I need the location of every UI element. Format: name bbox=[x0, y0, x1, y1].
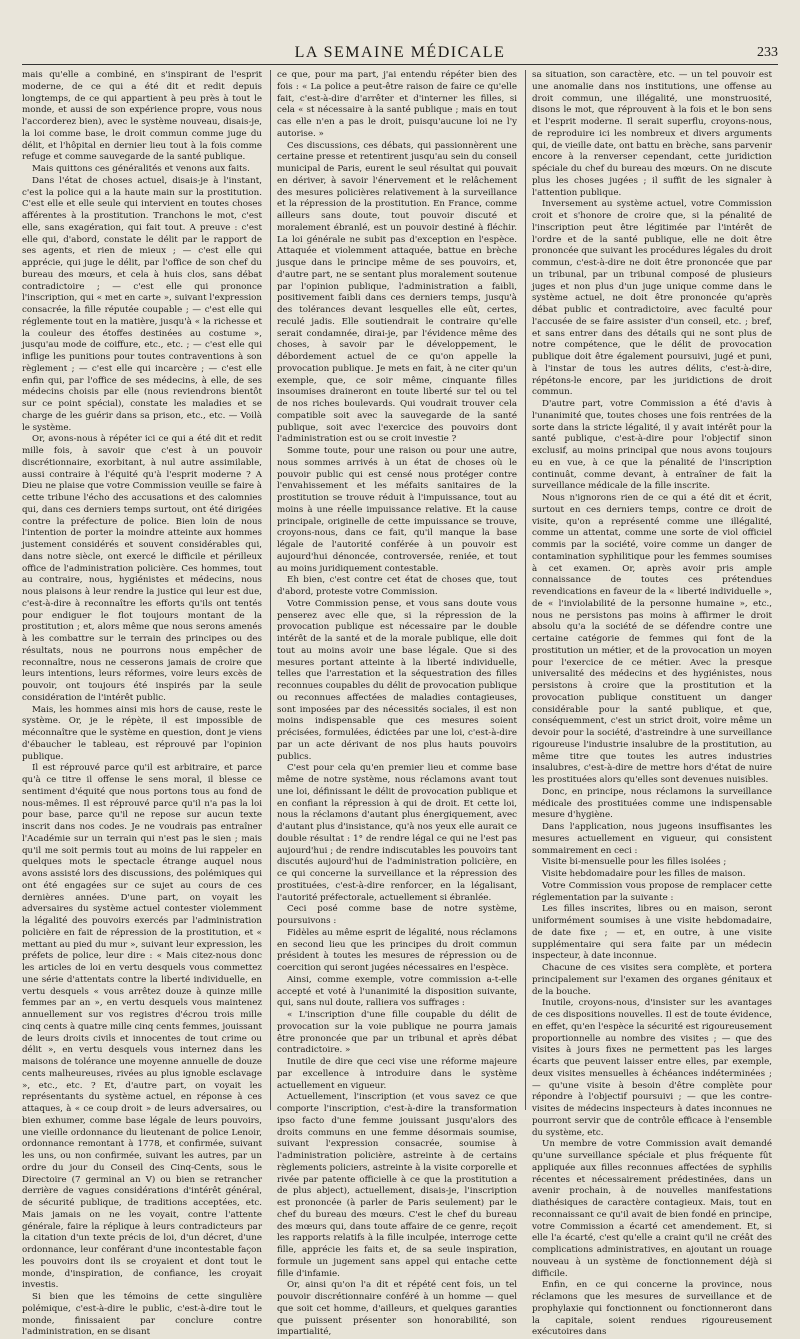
paragraph: Nous n'ignorons rien de ce qui a été dit et écrit, surtout en ces derniers temps, contre ce droit de visite, qu'on a représenté comme une illégalité, comme un attentat, comme une sorte de viol officiel commis par la société, voire comme un danger de contamination syphilitique pour les femmes soumises à cet examen. Or, après avoir pris ample connaissance de toutes ces prétendues revendications en faveur de la « liberté individuelle », de « l'inviolabilité de la personne humaine », etc., nous ne persistons pas moins à affirmer le droit absolu qu'a la société de se défendre contre une certaine catégorie de femmes qui font de la prostitution un métier, et de la provocation un moyen pour l'exercice de ce métier. Avec la presque universalité des médecins et des hygiénistes, nous persistons à croire que la prostitution et la provocation publique constituent un danger considérable pour la santé publique, et que, conséquemment, c'est un strict droit, voire même un devoir pour la société, d'astreindre à une surveillance rigoureuse l'industrie insalubre de la prostitution, au même titre que toutes les autres industries insalubres, c'est-à-dire de mettre hors d'état de nuire les prostituées alors qu'elles sont devenues nuisibles. bbox=[532, 493, 772, 785]
paragraph: Eh bien, c'est contre cet état de choses que, tout d'abord, proteste votre Commission. bbox=[277, 575, 517, 597]
paragraph: Les filles inscrites, libres ou en maison, seront uniformément soumises à une visite hebdomadaire, de date fixe ; — et, en outre, à une visite supplémentaire qui sera faite par un médecin inspecteur, à date inconnue. bbox=[532, 904, 772, 962]
paragraph: Inutile de dire que ceci vise une réforme majeure par excellence à introduire dans le système actuellement en vigueur. bbox=[277, 1057, 517, 1091]
paragraph: Inversement au système actuel, votre Commission croit et s'honore de croire que, si la pénalité de l'inscription peut être légitimée par l'intérêt de l'ordre et de la santé publique, elle ne doit être prononcée que suivant les procédures légales du droit commun, c'est-à-dire ne doit être prononcée que par un tribunal, par un tribunal composé de plusieurs juges et non plus d'un juge unique comme dans le système actuel, ne doit être prononcée qu'après débat public et contradictoire, avec faculté pour l'accusée de se faire assister d'un conseil, etc. ; bref, et sans entrer dans des détails qui ne sont plus de notre compétence, que le délit de provocation publique doit être également poursuivi, jugé et puni, à l'instar de tous les autres délits, c'est-à-dire, répétons-le encore, par les juridictions de droit commun. bbox=[532, 199, 772, 398]
paragraph: mais qu'elle a combiné, en s'inspirant de l'esprit moderne, de ce qui a été dit et redit depuis longtemps, de ce qui appartient à peu près à tout le monde, et aussi de son expérience propre, vous nous l'accorderez bien), avec le système nouveau, disais-je, la loi comme base, le droit commun comme juge du délit, et l'hôpital en dernier lieu tout à la fois comme refuge et comme sauvegarde de la santé publique. bbox=[22, 70, 262, 163]
paragraph: ce que, pour ma part, j'ai entendu répéter bien des fois : « La police a peut-être raison de faire ce qu'elle fait, c'est-à-dire d'arrêter et d'interner les filles, si cela « st nécessaire à la santé publique ; mais en tout cas elle n'en a pas le droit, puisqu'aucune loi ne l'y autorise. » bbox=[277, 70, 517, 139]
paragraph: Ainsi, comme exemple, votre commission a-t-elle accepté et voté à l'unanimité la disposition suivante, qui, sans nul doute, ralliera vos suffrages : bbox=[277, 974, 517, 1009]
paragraph: Visite bi-mensuelle pour les filles isolées ; bbox=[542, 857, 727, 868]
paragraph: Inutile, croyons-nous, d'insister sur les avantages de ces dispositions nouvelles. Il est de toute évidence, en effet, qu'en l'espèce la sécurité est rigoureusement proportionnelle au nombre des visites ; — que des visites à jours fixes ne permettent pas les larges écarts que peuvent laisser entre elles, par exemple, deux visites mensuelles à échéances indéterminées ; — qu'une visite à besoin d'être complète pour répondre à l'objectif poursuivi ; — que les contre-visites de médecins inspecteurs à dates inconnues ne pourront servir que de contrôle efficace à l'ensemble du système, etc. bbox=[532, 998, 772, 1138]
text-columns bbox=[22, 70, 778, 1338]
paragraph: Mais quittons ces généralités et venons aux faits. bbox=[32, 164, 250, 174]
paragraph: Il est réprouvé parce qu'il est arbitraire, et parce qu'à ce titre il offense le sens moral, il blesse ce sentiment d'équité que nous portons tous au fond de nous-mêmes. Il est réprouvé parce qu'il n'a pas la loi pour base, parce qu'il ne repose sur aucun texte inscrit dans nos codes. Je ne voudrais pas entraîner l'Académie sur un terrain qui n'est pas le sien ; mais qu'il me soit permis tout au moins de lui rappeler en quelques mots le spectacle étrange auquel nous avons assisté lors des discussions, des polémiques qui ont été engagées sur ce sujet au cours de ces dernières années. D'une part, on voyait les adversaires du système actuel contester violemment la légalité des pouvoirs exercés par l'administration policière en fait de répression de la prostitution, et « mettant au pied du mur », suivant leur expression, les préfets de police, leur dire : « Mais citez-nous donc les articles de loi en vertu desquels vous commettez une série d'attentats contre la liberté individuelle, en vertu desquels « vous arrêtez douze à quinze mille femmes par an », en vertu desquels vous maintenez annuellement sur vos registres d'écrou trois mille cinq cents à quatre mille cinq cents femmes, jouissant de leurs droits civils et innocentes de tout crime ou délit », en vertu desquels vous internez dans les maisons de tolérance une moyenne annuelle de douze cents malheureuses, rivées au plus ignoble esclavage », etc., etc. ? Et, d'autre part, on voyait les représentants du système actuel, en réponse à ces attaques, à « ce coup droit » de leurs adversaires, ou bien exhumer, comme base légale de leurs pouvoirs, une vieille ordonnance du lieutenant de police Lenoir, ordonnance remontant à 1778, et confirmée, suivant les uns, ou non confirmée, suivant les autres, par un ordre du jour du Conseil des Cinq-Cents, sous le Directoire (7 germinal an V) ou bien se retrancher derrière de vagues considérations d'intérêt général, de sécurité publique, de traditions acceptées, etc. Mais jamais on ne les voyait, contre l'attente générale, faire la réplique à leurs contradicteurs par la citation d'un texte précis de loi, d'un décret, d'une ordonnance, leur conférant d'une incontestable façon les pouvoirs dont ils se croyaient et dont tout le monde, d'inspiration, de confiance, les croyait investis. bbox=[22, 763, 262, 1291]
paragraph: Or, ainsi qu'on l'a dit et répété cent fois, un tel pouvoir discrétionnaire conféré à un homme — quel que soit cet homme, d'ailleurs, et quelques garanties que puissent présenter son honorabilité, son impartialité, bbox=[277, 1280, 517, 1338]
paragraph: Enfin, en ce qui concerne la province, nous réclamons que les mesures de surveillance et de prophylaxie qui fonctionnent ou fonctionneront dans la capitale, soient rendues rigoureusement exécutoires dans bbox=[532, 1280, 772, 1338]
paragraph: Donc, en principe, nous réclamons la surveillance médicale des prostituées comme une indispensable mesure d'hygiène. bbox=[532, 786, 772, 821]
paragraph: Un membre de votre Commission avait demandé qu'une surveillance spéciale et plus fréquente fût appliquée aux filles reconnues affectées de syphilis récentes et nécessairement prédestinées, dans un avenir prochain, à de nouvelles manifestations diathésiques de caractère contagieux. Mais, tout en reconnaissant ce qu'il avait de bien fondé en principe, votre Commission a écarté cet amendement. Et, si elle l'a écarté, c'est qu'elle a craint qu'il ne créât des complications administratives, en ajoutant un rouage nouveau à un système de fonctionnement déjà si difficile. bbox=[532, 1139, 772, 1279]
paragraph: Dans l'application, nous jugeons insuffisantes les mesures actuellement en vigueur, qui consistent sommairement en ceci : bbox=[532, 822, 772, 856]
header-rule bbox=[22, 64, 778, 65]
publication-title: LA SEMAINE MÉDICALE bbox=[294, 44, 506, 61]
paragraph: Ceci posé comme base de notre système, poursuivons : bbox=[277, 904, 517, 926]
paragraph: Votre Commission vous propose de remplacer cette réglementation par la suivante : bbox=[532, 880, 772, 903]
column-2 bbox=[277, 70, 517, 1338]
column-1 bbox=[22, 70, 262, 1338]
page-number: 233 bbox=[757, 45, 778, 60]
paragraph: sa situation, son caractère, etc. — un tel pouvoir est une anomalie dans nos institutions, une offense au droit commun, une illégalité, une monstruosité, disons le mot, que réprouvent à la fois et le bon sens et l'esprit moderne. Il serait superflu, croyons-nous, de reproduire ici les nombreux et divers arguments qui, de vieille date, ont battu en brèche, sans parvenir encore à la renverser cependant, cette juridiction spéciale du chef du bureau des mœurs. On ne discute plus les choses jugées ; il suffit de les signaler à l'attention publique. bbox=[532, 70, 772, 198]
paragraph: Dans l'état de choses actuel, disais-je à l'instant, c'est la police qui a la haute main sur la prostitution. C'est elle et elle seule qui intervient en toutes choses afférentes à la prostitution. Tranchons le mot, c'est elle, sans exagération, qui fait tout. A preuve : c'est elle qui, d'abord, constate le délit par le rapport de ses agents, et rien de mieux ; — c'est elle qui apprécie, qui juge le délit, par l'office de son chef du bureau des mœurs, et cela à huis clos, sans débat contradictoire ; — c'est elle qui prononce l'inscription, qui « met en carte », suivant l'expression consacrée, la fille réputée coupable ; — c'est elle qui réglemente tout en la matière, jusqu'à « la richesse et la couleur des étoffes destinées au costume », jusqu'au mode de coiffure, etc., etc. ; — c'est elle qui inflige les punitions pour toutes contraventions à son règlement ; — c'est elle qui incarcère ; — c'est elle enfin qui, par l'office de ses médecins, à elle, de ses médecins choisis par elle (nous reviendrons bientôt sur ce point spécial), constate les maladies et se charge de les guérir dans sa prison, etc., etc. — Voilà le système. bbox=[22, 175, 262, 433]
paragraph: Chacune de ces visites sera complète, et portera principalement sur l'examen des organes génitaux et de la bouche. bbox=[532, 963, 772, 997]
paragraph: « L'inscription d'une fille coupable du délit de provocation sur la voie publique ne pourra jamais être prononcée que par un tribunal et après débat contradictoire. » bbox=[277, 1010, 517, 1056]
column-3 bbox=[532, 70, 772, 1338]
paragraph: Si bien que les témoins de cette singulière polémique, c'est-à-dire le public, c'est-à-dire tout le monde, finissaient par conclure contre l'administration, en se disant bbox=[22, 1292, 262, 1338]
paragraph: C'est pour cela qu'en premier lieu et comme base même de notre système, nous réclamons avant tout une loi, définissant le délit de provocation publique et en confiant la répression à qui de droit. Et cette loi, nous la réclamons d'autant plus énergiquement, avec d'autant plus d'insistance, qu'à nos yeux elle aurait ce double résultat : 1° de rendre légal ce qui ne l'est pas aujourd'hui ; de rendre indiscutables les pouvoirs tant discutés aujourd'hui de l'administration policière, en ce qui concerne la surveillance et la répression des prostituées, c'est-à-dire renforcer, en la légalisant, l'autorité préfectorale, actuellement si ébranlée. bbox=[277, 763, 517, 903]
paragraph: Votre Commission pense, et vous sans doute vous penserez avec elle que, si la répression de la provocation publique est nécessaire par le double intérêt de la santé et de la morale publique, elle doit tout au moins avoir une base légale. Que si des mesures portant atteinte à la liberté individuelle, telles que l'arrestation et la séquestration des filles reconnues coupables du délit de provocation publique ou reconnues affectées de maladies contagieuses, sont imposées par des nécessités sociales, il est non moins indispensable que ces mesures soient précisées, formulées, édictées par une loi, c'est-à-dire par un acte dérivant de nos plus hauts pouvoirs publics. bbox=[277, 598, 517, 762]
paragraph: Or, avons-nous à répéter ici ce qui a été dit et redit mille fois, à savoir que c'est à un pouvoir discrétionnaire, exorbitant, à nul autre assimilable, aussi contraire à l'équité qu'à l'esprit moderne ? A Dieu ne plaise que votre Commission veuille se faire à cette tribune l'écho des accusations et des calomnies qui, dans ces derniers temps surtout, ont été dirigées contre la préfecture de police. Bien loin de nous l'intention de porter la moindre atteinte aux hommes justement considérés et souvent considérables qui, dans notre siècle, ont exercé le difficile et périlleux office de l'administration policière. Ces hommes, tout au contraire, nous, hygiénistes et médecins, nous nous plaisons à leur rendre la justice qui leur est due, c'est-à-dire à reconnaître les efforts qu'ils ont tentés pour endiguer le flot toujours montant de la prostitution ; et, alors même que nous serons amenés à les combattre sur le terrain des principes ou des résultats, nous ne pourrons nous empêcher de reconnaître, nous ne cesserons jamais de croire que leurs intentions, leurs réformes, voire leurs excès de pouvoir, ont toujours été inspirés par la seule considération de l'intérêt public. bbox=[22, 434, 262, 703]
paragraph: Visite hebdomadaire pour les filles de maison. bbox=[542, 869, 746, 879]
paragraph: D'autre part, votre Commission a été d'avis à l'unanimité que, toutes choses une fois rentrées de la sorte dans la stricte légalité, il y avait intérêt pour la santé publique, c'est-à-dire pour l'objectif sinon exclusif, au moins principal que nous avons toujours eu en vue, à ce que la pénalité de l'inscription continuât, comme devant, à entraîner de fait la surveillance médicale de la fille inscrite. bbox=[532, 399, 772, 492]
paragraph: Mais, les hommes ainsi mis hors de cause, reste le système. Or, je le répète, il est impossible de méconnaître que le système en question, dont je viens d'ébaucher le tableau, est réprouvé par l'opinion publique. bbox=[22, 704, 262, 762]
paragraph: Actuellement, l'inscription (et vous savez ce que comporte l'inscription, c'est-à-dire la transformation ipso facto d'une femme jouissant jusqu'alors des droits communs en une femme désormais soumise, suivant l'expression consacrée, soumise à l'administration policière, astreinte à de certains règlements policiers, astreinte à la visite corporelle et rivée par patente officielle à ce que la prostitution a de plus abject), actuellement, disais-je, l'inscription est prononcée (à parler de Paris seulement) par le chef du bureau des mœurs. C'est le chef du bureau des mœurs qui, dans toute affaire de ce genre, reçoit les rapports relatifs à la fille inculpée, interroge cette fille, apprécie les faits et, de sa seule inspiration, formule un jugement sans appel qui entache cette fille d'infamie. bbox=[277, 1092, 517, 1279]
paragraph: Fidèles au même esprit de légalité, nous réclamons en second lieu que les principes du droit commun président à toutes les mesures de répression ou de coercition qui seront jugées nécessaires en l'espèce. bbox=[277, 927, 517, 973]
paragraph: Ces discussions, ces débats, qui passionnèrent une certaine presse et retentirent jusqu'au sein du conseil municipal de Paris, eurent le seul résultat qui pouvait en dériver, à savoir l'énervement et le relâchement des mesures policières relativement à la surveillance et la répression de la prostitution. En France, comme ailleurs sans doute, tout pouvoir discuté et moralement ébranlé, est un pouvoir destiné à fléchir. La loi générale ne subit pas d'exception en l'espèce. Attaquée et violemment attaquée, battue en brèche jusque dans le principe même de ses pouvoirs, et, d'autre part, ne se sentant plus moralement soutenue par l'opinion publique, l'administration a faibli, positivement faibli dans ces derniers temps, jusqu'à des tolérances devant lesquelles elle eût, certes, reculé jadis. Elle soutiendrait le contraire qu'elle serait condamnée, dirai-je, par l'évidence même des choses, à savoir par le développement, le débordement actuel de ce qu'on appelle la provocation publique. Je mets en fait, à ne citer qu'un exemple, que, ce soir même, cinquante filles insoumises draineront en toute liberté sur tel ou tel de nos riches boulevards. Qui voudrait trouver cela compatible soit avec la sauvegarde de la santé publique, soit avec l'exercice des pouvoirs dont l'administration est ou se croit investie ? bbox=[277, 140, 517, 445]
paragraph: Somme toute, pour une raison ou pour une autre, nous sommes arrivés à un état de choses où le pouvoir public qui est censé nous protéger contre l'envahissement et les méfaits sanitaires de la prostitution se trouve réduit à l'impuissance, tout au moins à une réelle impuissance relative. Et la cause principale, originelle de cette impuissance se trouve, croyons-nous, dans ce fait, qu'il manque la base légale de l'autorité conférée à un pouvoir est aujourd'hui dénoncée, controversée, reniée, et tout au moins juridiquement contestable. bbox=[277, 446, 517, 574]
